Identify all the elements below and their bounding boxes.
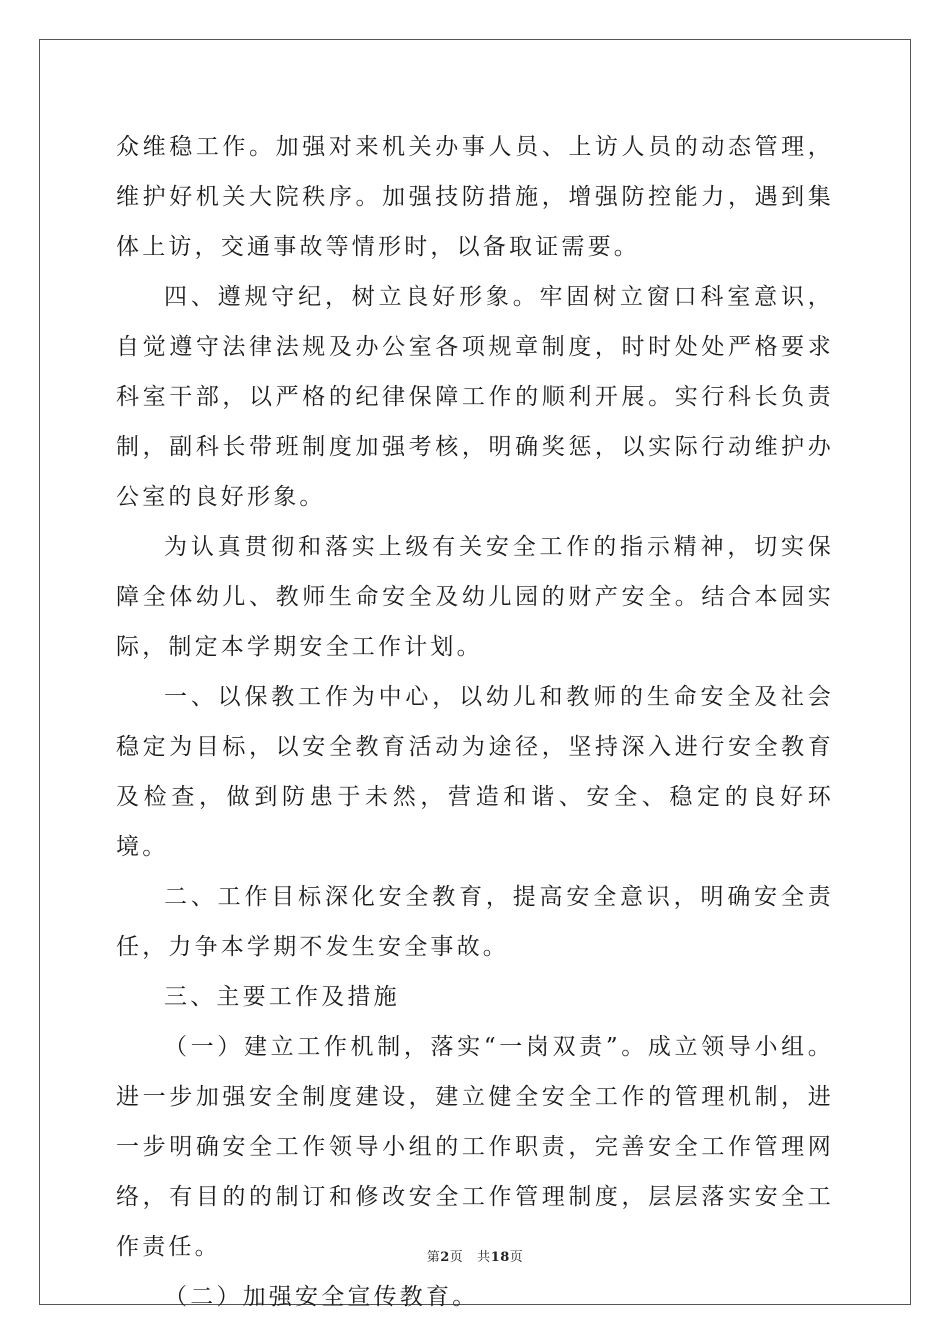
- paragraph-6: 三、主要工作及措施: [164, 984, 400, 1010]
- paragraph-5: 二、工作目标深化安全教育，提高安全意识，明确安全责任，力争本学期不发生安全事故。: [116, 884, 834, 960]
- paragraph-1: 众维稳工作。加强对来机关办事人员、上访人员的动态管理，维护好机关大院秩序。加强技防措施，增强防控能力，遇到集体上访，交通事故等情形时，以备取证需要。: [116, 134, 834, 260]
- footer-page-number: 2: [440, 1250, 450, 1265]
- paragraph-8: （二）加强安全宣传教育。: [164, 1284, 479, 1310]
- footer-total-number: 18: [490, 1250, 510, 1265]
- footer-total-prefix: 共: [477, 1250, 491, 1265]
- footer-page-suffix: 页: [449, 1250, 464, 1265]
- page-footer: [0, 1246, 950, 1265]
- paragraph-7: （一）建立工作机制，落实“一岗双责”。成立领导小组。进一步加强安全制度建设，建立健全安全工作的管理机制，进一步明确安全工作领导小组的工作职责，完善安全工作管理网络，有目的的制订和修改安全工作管理制度，层层落实安全工作责任。: [116, 1034, 834, 1260]
- paragraph-2: 四、遵规守纪，树立良好形象。牢固树立窗口科室意识，自觉遵守法律法规及办公室各项规章制度，时时处处严格要求科室干部，以严格的纪律保障工作的顺利开展。实行科长负责制，副科长带班制度加强考核，明确奖惩，以实际行动维护办公室的良好形象。: [116, 284, 834, 510]
- document-body: [116, 122, 834, 1322]
- footer-page-prefix: 第: [426, 1250, 441, 1265]
- paragraph-4: 一、以保教工作为中心，以幼儿和教师的生命安全及社会稳定为目标，以安全教育活动为途径，坚持深入进行安全教育及检查，做到防患于未然，营造和谐、安全、稳定的良好环境。: [116, 684, 834, 860]
- paragraph-3: 为认真贯彻和落实上级有关安全工作的指示精神，切实保障全体幼儿、教师生命安全及幼儿园的财产安全。结合本园实际，制定本学期安全工作计划。: [116, 534, 834, 660]
- footer-total-suffix: 页: [509, 1250, 524, 1265]
